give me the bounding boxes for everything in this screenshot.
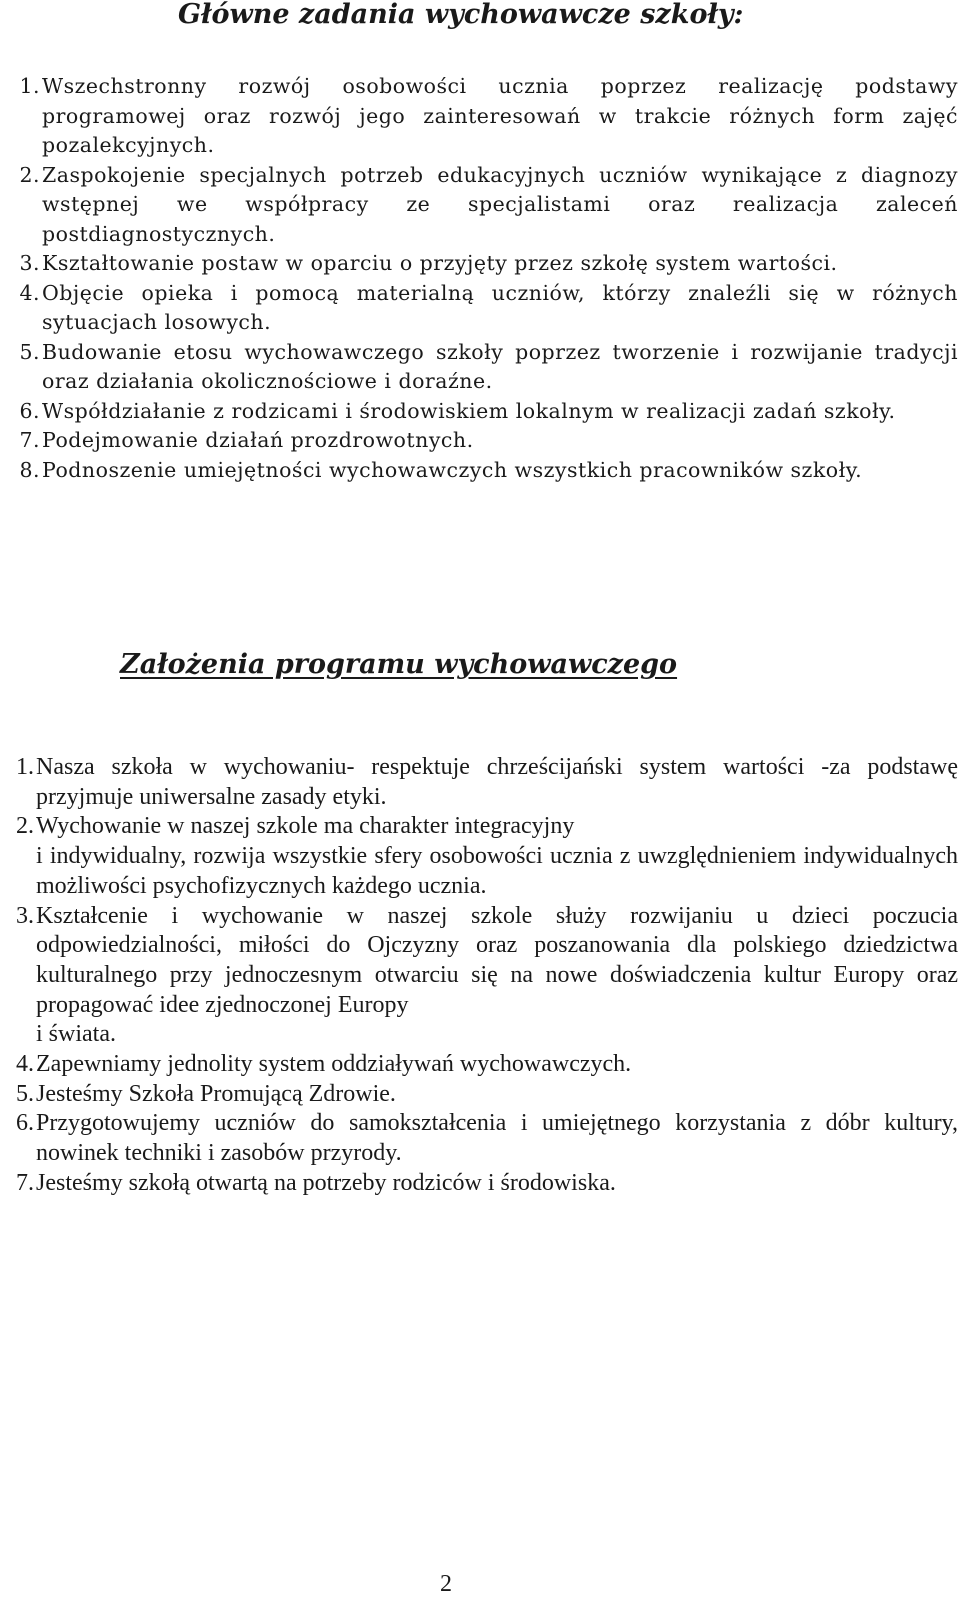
list-item xyxy=(0,1109,958,1168)
list-item xyxy=(0,812,958,901)
list-item-number: 8. xyxy=(19,457,40,482)
program-assumptions-list xyxy=(0,753,958,1199)
list-item xyxy=(0,249,958,279)
list-item-text: Przygotowujemy uczniów do samokształcenia i umiejętnego korzystania z dóbr kultury, nowinek techniki i zasobów przyrody. xyxy=(36,1110,958,1167)
list-item-text: Zapewniamy jednolity system oddziaływań wychowawczych. xyxy=(36,1051,632,1078)
list-item-text: Zaspokojenie specjalnych potrzeb edukacyjnych uczniów wynikające z diagnozy wstępnej we współpracy ze specjalistami oraz realizacja zaleceń postdiagnostycznych. xyxy=(42,162,958,246)
list-item-number: 6. xyxy=(19,398,40,423)
list-item-text: Podejmowanie działań prozdrowotnych. xyxy=(42,428,474,452)
list-item xyxy=(0,72,958,161)
list-item-text: Budowanie etosu wychowawczego szkoły poprzez tworzenie i rozwijanie tradycji oraz działania okolicznościowe i doraźne. xyxy=(42,339,958,393)
list-item-text: Kształcenie i wychowanie w naszej szkole służy rozwijaniu u dzieci poczucia odpowiedzialności, miłości do Ojczyzny oraz poszanowania dla polskiego dziedzictwa kulturalnego przy jednoczesnym otwarciu się na nowe doświadczenia kultur Europy oraz propagować idee zjednoczonej Europy i świata. xyxy=(36,902,958,1048)
section-title-program-assumptions: Założenia programu wychowawczego xyxy=(120,649,678,680)
list-item-number: 4. xyxy=(16,1051,34,1078)
list-item xyxy=(0,397,958,427)
list-item xyxy=(0,753,958,812)
list-item-text: Jesteśmy Szkoła Promującą Zdrowie. xyxy=(36,1080,396,1107)
list-item xyxy=(0,338,958,397)
section-title-main-tasks: Główne zadania wychowawcze szkoły: xyxy=(178,0,744,30)
list-item-text: Nasza szkoła w wychowaniu- respektuje chrześcijański system wartości -za podstawę przyjmuje uniwersalne zasady etyki. xyxy=(36,754,958,810)
list-item-number: 5. xyxy=(19,339,40,364)
list-item xyxy=(0,161,958,250)
list-item-number: 7. xyxy=(16,1169,34,1196)
list-item-text: Wszechstronny rozwój osobowości ucznia poprzez realizację podstawy programowej oraz rozwój jego zainteresowań w trakcie różnych form zajęć pozalekcyjnych. xyxy=(42,74,958,157)
main-tasks-list xyxy=(0,72,958,485)
list-item-text: Objęcie opieka i pomocą materialną uczniów, którzy znaleźli się w różnych sytuacjach losowych. xyxy=(42,280,958,334)
page-number: 2 xyxy=(440,1571,452,1597)
list-item xyxy=(0,1050,958,1080)
list-item xyxy=(0,456,958,486)
list-item-text: Wychowanie w naszej szkole ma charakter integracyjny i indywidualny, rozwija wszystkie sfery osobowości ucznia z uwzględnieniem indywidualnych możliwości psychofizycznych każdego ucznia. xyxy=(36,813,958,899)
list-item-text: Jesteśmy szkołą otwartą na potrzeby rodziców i środowiska. xyxy=(36,1169,616,1196)
list-item xyxy=(0,902,958,1051)
list-item-number: 1. xyxy=(16,754,34,780)
list-item-number: 4. xyxy=(19,280,40,305)
list-item-text: Kształtowanie postaw w oparciu o przyjęty przez szkołę system wartości. xyxy=(42,251,838,275)
list-item-number: 1. xyxy=(19,74,40,98)
list-item-text: Podnoszenie umiejętności wychowawczych wszystkich pracowników szkoły. xyxy=(42,457,863,482)
list-item-number: 2. xyxy=(19,162,40,187)
list-item xyxy=(0,279,958,338)
list-item-number: 3. xyxy=(19,251,40,275)
list-item-text: Współdziałanie z rodzicami i środowiskiem lokalnym w realizacji zadań szkoły. xyxy=(42,398,896,423)
list-item-number: 2. xyxy=(16,813,34,840)
list-item xyxy=(0,426,958,456)
list-item-number: 7. xyxy=(19,428,40,452)
list-item-number: 3. xyxy=(16,902,34,929)
list-item xyxy=(0,1080,958,1110)
list-item-number: 6. xyxy=(16,1110,34,1137)
list-item xyxy=(0,1169,958,1199)
list-item-number: 5. xyxy=(16,1080,34,1107)
